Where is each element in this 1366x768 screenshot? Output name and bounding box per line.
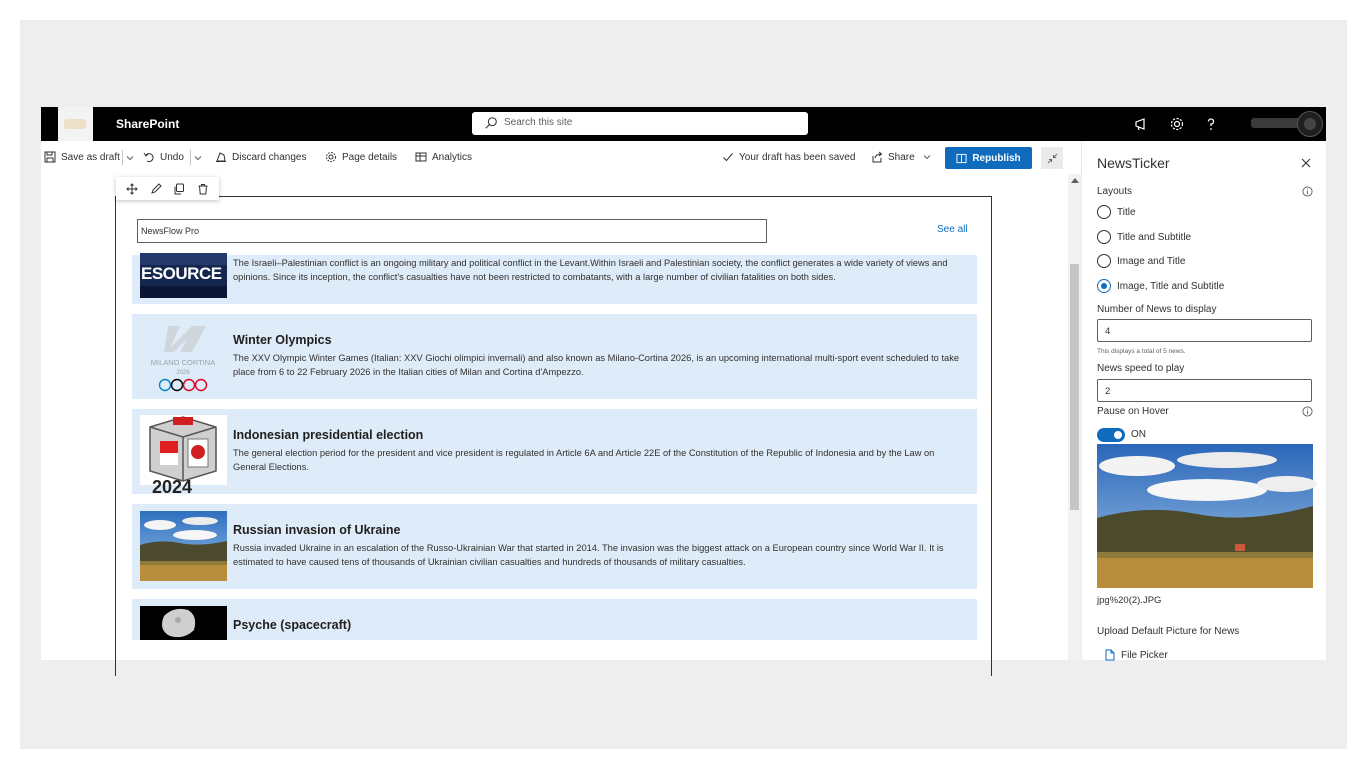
scroll-up-icon[interactable] <box>1071 178 1079 183</box>
megaphone-icon[interactable] <box>1134 116 1150 132</box>
file-picker-button[interactable] <box>1104 649 1168 661</box>
app-brand[interactable]: SharePoint <box>116 117 180 131</box>
news-title: Indonesian presidential election <box>233 428 424 442</box>
upload-label: Upload Default Picture for News <box>1097 626 1240 637</box>
radio-label: Image, Title and Subtitle <box>1117 280 1225 292</box>
undo-icon <box>143 151 155 163</box>
discard-icon <box>215 151 227 163</box>
gear-icon[interactable] <box>1169 116 1185 132</box>
republish-label: Republish <box>972 152 1021 164</box>
see-all-link[interactable]: See all <box>937 224 968 235</box>
layouts-label: Layouts <box>1097 186 1133 197</box>
search-placeholder: Search this site <box>504 117 573 128</box>
delete-icon[interactable] <box>197 183 209 195</box>
ballot-box-image <box>140 415 227 485</box>
close-icon[interactable] <box>1300 157 1312 169</box>
command-bar <box>41 141 1081 174</box>
collapse-icon <box>1047 153 1058 164</box>
undo-button[interactable] <box>143 151 184 163</box>
thumbnail-text: 2024 <box>152 477 193 497</box>
speed-label: News speed to play <box>1097 363 1185 374</box>
undo-label: Undo <box>160 151 184 163</box>
file-picker-label: File Picker <box>1121 649 1168 661</box>
landscape-image <box>1097 444 1313 588</box>
news-description: Russia invaded Ukraine in an escalation of the Russo-Ukrainian War that started in 2014. The invasion was the biggest attack on a European country since World War II. It is estimated to have caused tens of thousands of Ukrainian civilian casualties and hundreds of thousands of military casualties. <box>233 543 944 567</box>
page-details-button[interactable] <box>325 151 397 163</box>
analytics-button[interactable] <box>415 151 472 163</box>
news-item[interactable] <box>132 409 977 497</box>
radio-button[interactable] <box>1097 205 1111 219</box>
user-name-blurred[interactable] <box>1251 118 1303 128</box>
news-item[interactable] <box>132 504 977 589</box>
analytics-icon <box>415 151 427 163</box>
pause-hover-toggle[interactable] <box>1097 428 1125 442</box>
suite-bar <box>41 107 1326 141</box>
avatar[interactable] <box>1297 111 1323 137</box>
page-details-label: Page details <box>342 151 398 163</box>
divider <box>122 150 123 165</box>
radio-label: Image and Title <box>1117 255 1186 267</box>
news-thumbnail <box>140 511 227 581</box>
analytics-label: Analytics <box>432 151 473 163</box>
help-icon[interactable] <box>1203 116 1219 132</box>
info-icon[interactable] <box>1302 186 1313 197</box>
org-logo[interactable] <box>58 107 93 141</box>
thumbnail-text: ESOURCE <box>141 264 222 283</box>
svg-text:MILANO CORTINA: MILANO CORTINA <box>150 358 216 367</box>
news-title: Winter Olympics <box>233 333 332 347</box>
layout-option-title-subtitle[interactable] <box>1097 230 1191 244</box>
default-image-filename: jpg%20(2).JPG <box>1097 595 1162 606</box>
info-icon[interactable] <box>1302 406 1313 417</box>
news-description: The XXV Olympic Winter Games (Italian: XXV Giochi olimpici invernali) and also known as Milano-Cortina 2026, is an upcoming international multi-sport event scheduled to take place from 6 to 22 February 2026 in the Italian cities of Milan and Cortina d'Ampezzo. <box>233 353 960 377</box>
scroll-thumb[interactable] <box>1070 264 1079 510</box>
draft-status-label: Your draft has been saved <box>739 151 856 163</box>
move-icon[interactable] <box>126 183 138 195</box>
republish-button[interactable] <box>945 147 1032 169</box>
sharepoint-window <box>41 107 1326 660</box>
asteroid-image <box>140 606 227 640</box>
save-as-draft-button[interactable] <box>44 151 120 163</box>
pane-title: NewsTicker <box>1097 155 1170 171</box>
search-icon <box>484 116 498 130</box>
share-label: Share <box>888 151 915 163</box>
news-description: The Israeli–Palestinian conflict is an ongoing military and political conflict in the Levant.Within Israeli and Palestinian society, the conflict generates a wide variety of views and opinions. Since its inception, the conflict's casualties have not been restricted to combatants, with a large number of civilian fatalities on both sides. <box>233 258 948 282</box>
layout-option-image-title-subtitle[interactable] <box>1097 279 1224 293</box>
file-icon <box>1104 649 1116 661</box>
news-description: The general election period for the president and vice president is regulated in Article 6A and Article 22E of the Constitution of the Republic of Indonesia and by the Law on General Elections. <box>233 448 935 472</box>
news-thumbnail <box>140 606 227 640</box>
svg-text:2026: 2026 <box>176 370 190 376</box>
news-item[interactable] <box>132 599 977 640</box>
radio-button[interactable] <box>1097 230 1111 244</box>
news-thumbnail <box>140 253 227 298</box>
gear-icon <box>325 151 337 163</box>
duplicate-icon[interactable] <box>173 183 185 195</box>
news-thumbnail <box>140 415 227 497</box>
radio-button-selected[interactable] <box>1097 279 1111 293</box>
pause-hover-label: Pause on Hover <box>1097 406 1169 417</box>
collapse-pane-button[interactable] <box>1041 147 1063 169</box>
olympics-logo <box>140 320 227 390</box>
num-news-input[interactable]: 4 <box>1097 319 1312 342</box>
canvas-scrollbar[interactable] <box>1068 174 1081 660</box>
page-canvas <box>41 174 1081 660</box>
checkmark-icon <box>722 151 734 163</box>
save-icon <box>44 151 56 163</box>
book-icon <box>956 153 967 164</box>
radio-button[interactable] <box>1097 254 1111 268</box>
property-pane <box>1081 141 1326 660</box>
news-item[interactable] <box>132 314 977 399</box>
default-image-preview <box>1097 444 1313 588</box>
toggle-state: ON <box>1131 429 1146 440</box>
layout-option-image-title[interactable] <box>1097 254 1185 268</box>
share-button[interactable] <box>871 151 931 163</box>
discard-changes-label: Discard changes <box>232 151 307 163</box>
radio-label: Title <box>1117 206 1136 218</box>
radio-label: Title and Subtitle <box>1117 231 1192 243</box>
chevron-down-icon[interactable] <box>126 154 134 162</box>
search-box[interactable] <box>472 112 808 135</box>
divider <box>190 150 191 165</box>
draft-status <box>722 151 855 163</box>
landscape-image <box>140 511 227 581</box>
news-item[interactable] <box>132 255 977 304</box>
num-news-label: Number of News to display <box>1097 304 1217 315</box>
news-list <box>132 255 977 640</box>
edit-icon[interactable] <box>150 183 162 195</box>
webpart-toolbar <box>116 177 219 200</box>
num-news-hint: This displays a total of 5 news. <box>1097 348 1186 355</box>
news-thumbnail <box>140 320 227 390</box>
share-icon <box>871 151 883 163</box>
news-title: Russian invasion of Ukraine <box>233 523 401 537</box>
layout-option-title[interactable] <box>1097 205 1136 219</box>
chevron-down-icon <box>923 153 931 161</box>
discard-changes-button[interactable] <box>215 151 306 163</box>
news-title: Psyche (spacecraft) <box>233 618 352 632</box>
save-as-draft-label: Save as draft <box>61 151 120 163</box>
speed-input[interactable]: 2 <box>1097 379 1312 402</box>
news-title-input[interactable]: NewsFlow Pro <box>137 219 767 243</box>
chevron-down-icon[interactable] <box>194 154 202 162</box>
